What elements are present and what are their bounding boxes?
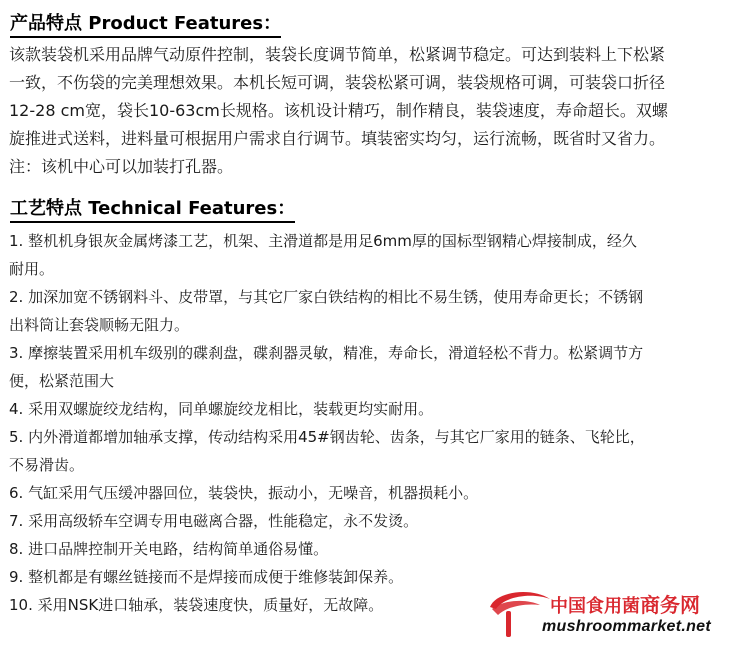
list-item-line: 3. 摩擦装置采用机车级别的碟刹盘，碟刹器灵敏，精准，寿命长，滑道轻松不背力。松紧调节方 (9, 344, 644, 362)
list-item-line: 8. 进口品牌控制开关电路，结构简单通俗易懂。 (9, 540, 329, 558)
watermark-logo (484, 585, 734, 643)
list-item-line: 5. 内外滑道都增加轴承支撑，传动结构采用45#钢齿轮、齿条，与其它厂家用的链条、飞轮比， (9, 428, 645, 446)
technical-features-title: 工艺特点 Technical Features： (10, 198, 295, 223)
list-item-line: 不易滑齿。 (9, 456, 85, 474)
list-item (9, 507, 734, 535)
list-item (9, 479, 734, 507)
list-item-line: 7. 采用高级轿车空调专用电磁离合器，性能稳定，永不发烫。 (9, 512, 419, 530)
list-item (9, 395, 734, 423)
list-item-line: 耐用。 (9, 260, 55, 278)
list-item (9, 339, 734, 395)
product-features-title: 产品特点 Product Features： (10, 13, 281, 38)
watermark-cn-part2: 商务网 (640, 593, 700, 617)
list-item-line: 6. 气缸采用气压缓冲器回位，装袋快，振动小，无噪音，机器损耗小。 (9, 484, 479, 502)
technical-features-list (9, 227, 734, 619)
paragraph-line: 旋推进式送料，进料量可根据用户需求自行调节。填装密实均匀，运行流畅，既省时又省力。 (9, 129, 666, 148)
watermark-cn-part1: 中国食用菌 (550, 596, 640, 617)
list-item-line: 便，松紧范围大 (9, 372, 115, 390)
list-item-line: 9. 整机都是有螺丝链接而不是焊接而成便于维修装卸保养。 (9, 568, 404, 586)
product-features-paragraph (9, 41, 727, 181)
paragraph-line: 该款装袋机采用品牌气动原件控制，装袋长度调节简单，松紧调节稳定。可达到装料上下松紧 (9, 45, 666, 64)
paragraph-line: 一致，不伤袋的完美理想效果。本机长短可调，装袋松紧可调，装袋规格可调，可装袋口折径 (9, 73, 666, 92)
list-item (9, 423, 734, 479)
list-item-line: 4. 采用双螺旋绞龙结构，同单螺旋绞龙相比，装载更均实耐用。 (9, 400, 434, 418)
watermark-cn-text (550, 589, 700, 618)
list-item (9, 227, 734, 283)
paragraph-line: 12-28 cm宽，袋长10-63cm长规格。该机设计精巧，制作精良，装袋速度，寿命超长。双螺 (9, 101, 668, 120)
list-item (9, 535, 734, 563)
paragraph-line: 注：该机中心可以加装打孔器。 (9, 157, 234, 176)
watermark-en-text: mushroommarket.net (542, 618, 711, 635)
list-item-line: 出料筒让套袋顺畅无阻力。 (9, 316, 190, 334)
list-item-line: 1. 整机机身银灰金属烤漆工艺，机架、主滑道都是用足6mm厚的国标型钢精心焊接制成，经久 (9, 232, 637, 250)
list-item-line: 2. 加深加宽不锈钢料斗、皮带罩，与其它厂家白铁结构的相比不易生锈，使用寿命更长；不锈钢 (9, 288, 644, 306)
list-item-line: 10. 采用NSK进口轴承，装袋速度快，质量好，无故障。 (9, 596, 384, 614)
list-item (9, 283, 734, 339)
